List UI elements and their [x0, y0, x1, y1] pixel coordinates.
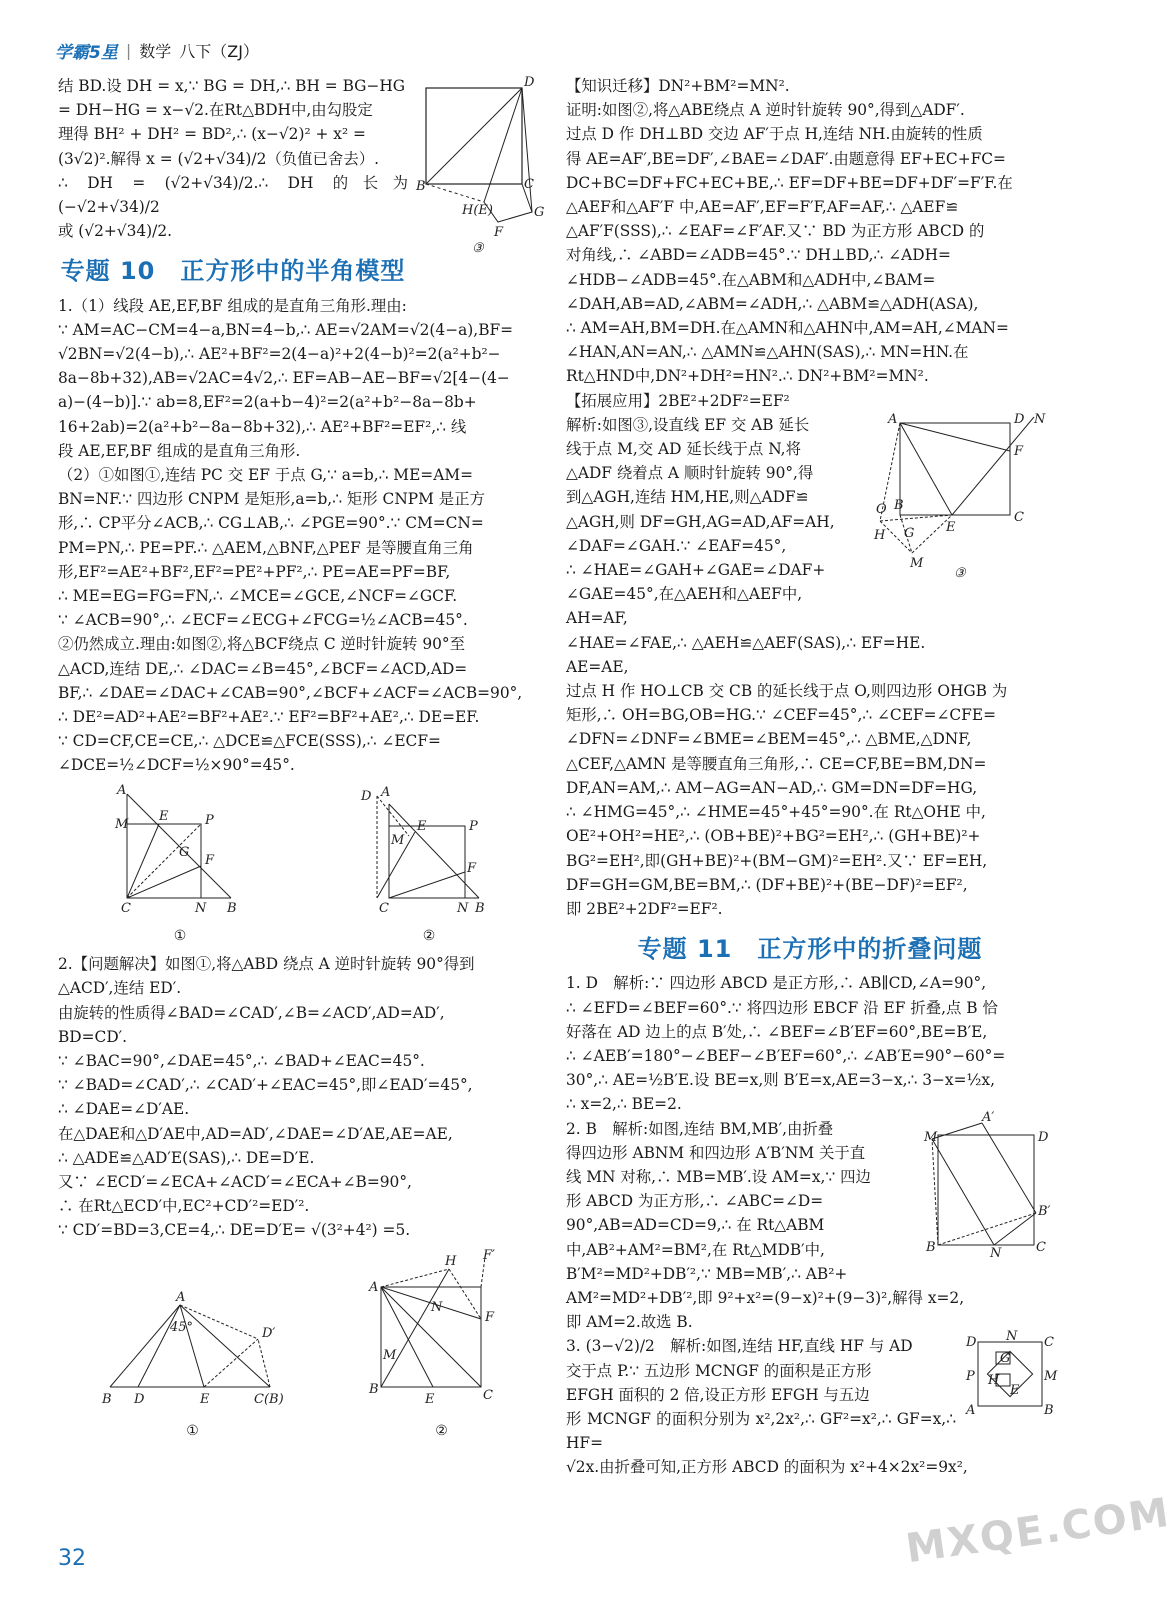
q1-line: a)−(4−b)].∵ ab=8,EF²=2(a+b−4)²=2(a²+b²−8a−8b+: [58, 393, 477, 412]
figure-row-q2: [58, 1247, 556, 1443]
fold-line: B′M²=MD²+DB′²,∵ MB=MB′,∴ AB²+: [566, 1264, 848, 1283]
fold-line: 2. B 解析:如图,连结 BM,MB′,由折叠: [566, 1119, 834, 1138]
svg-text:F: F: [494, 225, 504, 240]
proof-line: 到△AGH,连结 HM,HE,则△ADF≌: [566, 488, 809, 507]
svg-text:A: A: [368, 1279, 378, 1295]
proof-line: DF=GH=GM,BE=BM,∴ (DF+BE)²+(BE−DF)²=EF²,: [566, 875, 968, 894]
proof-line: OE²+OH²=HE²,∴ (OB+BE)²+BG²=EH²,∴ (GH+BE)²+: [566, 827, 981, 846]
svg-text:H: H: [874, 527, 886, 543]
proof-line: 解析:如图③,设直线 EF 交 AB 延长: [566, 415, 810, 434]
section-10-title: 专题 10 正方形中的半角模型: [60, 257, 406, 286]
intro-line: ∴ DH = (√2+√34)/2.∴ DH 的长为 (−√2+√34)/2: [58, 173, 408, 217]
svg-text:D: D: [133, 1391, 144, 1407]
proof-line: △AEF和△AF′F 中,AE=AF′,EF=F′F,AF=AF,∴ △AEF≌: [566, 198, 959, 217]
q2-line: ∴ ∠DAE=∠D′AE.: [58, 1100, 190, 1119]
svg-text:C(B): C(B): [253, 1391, 284, 1407]
header-separator: |: [125, 40, 132, 60]
fold-line: AM²=MD²+DB′²,即 9²+x²=(9−x)²+(9−3)²,解得 x=2,: [566, 1288, 965, 1307]
svg-text:P: P: [469, 818, 478, 834]
q1-line: ∵ CD=CF,CE=CE,∴ △DCE≌△FCE(SSS),∴ ∠ECF=: [58, 732, 441, 751]
subject-label: 数学: [139, 41, 172, 61]
svg-text:C: C: [121, 900, 131, 916]
proof-line: ∴ ∠HMG=45°,∴ ∠HME=45°+45°=90°.在 Rt△OHE 中,: [566, 803, 986, 822]
svg-text:F: F: [205, 852, 215, 868]
svg-text:B: B: [894, 497, 904, 513]
svg-text:C: C: [524, 177, 534, 192]
fig-caption: ②: [422, 927, 436, 944]
q1-line: （2）①如图①,连结 PC 交 EF 于点 G,∵ a=b,∴ ME=AM=: [58, 466, 473, 485]
fold-line: 好落在 AD 边上的点 B′处,∴ ∠BEF=∠B′EF=60°,BE=B′E,: [566, 1022, 988, 1041]
svg-text:E: E: [159, 808, 169, 824]
q2-line: ∴ △ADE≌△AD′E(SAS),∴ DE=D′E.: [58, 1148, 315, 1167]
proof-line: ∠HAE=∠FAE,∴ △AEH≌△AEF(SAS),∴ EF=HE.: [566, 633, 926, 652]
q1-line: ②仍然成立.理由:如图②,将△BCF绕点 C 逆时针旋转 90°至: [58, 635, 466, 654]
figure-q2-1: [98, 1291, 288, 1443]
proof-line: AE=AE,: [566, 657, 629, 676]
intro-line: 理得 BH² + DH² = BD²,∴ (x−√2)² + x² =: [58, 125, 366, 144]
q2-line: ∵ ∠BAD=∠CAD′,∴ ∠CAD′+∠EAC=45°,即∠EAD′=45°,: [58, 1076, 473, 1095]
left-column: [58, 74, 556, 1447]
proof-line: BG²=EH²,即(GH+BE)²+(BM−GM)²=EH².又∵ EF=EH,: [566, 851, 988, 870]
q2-line: BD=CD′.: [58, 1027, 128, 1046]
svg-text:B: B: [227, 900, 237, 916]
svg-text:F: F: [467, 860, 477, 876]
fold-line: 1. D 解析:∵ 四边形 ABCD 是正方形,∴ AB∥CD,∠A=90°,: [566, 974, 987, 993]
figure-q1-2: [359, 786, 499, 948]
svg-text:A: A: [888, 411, 898, 427]
q1-line: ∵ ∠ACB=90°,∴ ∠ECF=∠ECG+∠FCG=½∠ACB=45°.: [58, 611, 468, 630]
fold-line: 交于点 P.∵ 五边形 MCNGF 的面积是正方形: [566, 1361, 872, 1380]
svg-text:P: P: [205, 812, 214, 828]
section-11-title: 专题 11 正方形中的折叠问题: [637, 935, 983, 964]
svg-text:D: D: [361, 788, 372, 804]
proof-line: △CEF,△AMN 是等腰直角三角形,∴ CE=CF,BE=BM,DN=: [566, 754, 987, 773]
fold-line: 形 MCNGF 的面积分别为 x²,2x²,∴ GF²=x²,∴ GF=x,∴ HF=: [566, 1409, 956, 1453]
fold-line: 即 AM=2.故选 B.: [566, 1313, 693, 1332]
figure-fold-2: [924, 1109, 1054, 1264]
intro-line: = DH−HG = x−√2.在Rt△BDH中,由勾股定: [58, 101, 373, 120]
fold-line: 30°,∴ AE=½B′E.设 BE=x,则 B′E=x,AE=3−x,∴ 3−x=½x,: [566, 1071, 995, 1090]
proof-line: 即 2BE²+2DF²=EF².: [566, 899, 723, 918]
proof-line: ∠HAN,AN=AN,∴ △AMN≌△AHN(SAS),∴ MN=HN.在: [566, 343, 969, 362]
fold-line: ∴ ∠AEB′=180°−∠BEF−∠B′EF=60°,∴ ∠AB′E=90°−60°=: [566, 1046, 1006, 1065]
svg-text:C: C: [379, 900, 389, 916]
page-header: [55, 36, 259, 64]
svg-text:B: B: [368, 1381, 379, 1397]
proof-line: ∠DAH,AB=AD,∠ABM=∠ADH,∴ △ABM≌△ADH(ASA),: [566, 294, 979, 313]
svg-text:N: N: [990, 1245, 1002, 1261]
q1-line: √2BN=√2(4−b),∴ AE²+BF²=2(4−a)²+2(4−b)²=2(a²+b²−: [58, 345, 501, 364]
watermark-logo: MXQE.COM: [903, 1489, 1173, 1573]
svg-text:D: D: [966, 1335, 977, 1351]
q2-line: ∵ CD′=BD=3,CE=4,∴ DE=D′E= √(3²+4²) =5.: [58, 1221, 411, 1240]
fig-caption: ①: [186, 1422, 199, 1439]
q2-line: 由旋转的性质得∠BAD=∠CAD′,∠B=∠ACD′,AD=AD′,: [58, 1003, 445, 1022]
proof-line: DC+BC=DF+FC+EC+BE,∴ EF=DF+BE=DF+DF′=F′F.在: [566, 173, 1013, 192]
q2-line: ∵ ∠BAC=90°,∠DAE=45°,∴ ∠BAD+∠EAC=45°.: [58, 1051, 425, 1070]
svg-text:G: G: [1000, 1351, 1011, 1367]
svg-text:A: A: [117, 782, 127, 798]
svg-text:C: C: [1036, 1239, 1046, 1255]
intro-line: (3√2)².解得 x = (√2+√34)/2（负值已舍去）.: [58, 149, 379, 168]
q1-line: BN=NF.∵ 四边形 CNPM 是矩形,a=b,∴ 矩形 CNPM 是正方: [58, 490, 485, 509]
proof-line: △AF′F(SSS),∴ ∠EAF=∠F′AF.又∵ BD 为正方形 ABCD 的: [566, 222, 985, 241]
svg-text:N: N: [457, 900, 469, 916]
proof-line: ∠HDB−∠ADB=45°.在△ABM和△ADH中,∠BAM=: [566, 270, 936, 289]
proof-line: DF,AN=AM,∴ AM−AG=AN−AD,∴ GM=DN=DF=HG,: [566, 778, 978, 797]
svg-text:B: B: [1044, 1403, 1054, 1419]
fig-caption: ①: [173, 927, 187, 944]
q1-line: 8a−8b+32),AB=√2AC=4√2,∴ EF=AB−AE−BF=√2[4−(4−: [58, 369, 510, 388]
q1-line: PM=PN,∴ PE=PF.∴ △AEM,△BNF,△PEF 是等腰直角三角: [58, 538, 474, 557]
proof-line: △ADF 绕着点 A 顺时针旋转 90°,得: [566, 464, 814, 483]
svg-text:P: P: [966, 1369, 975, 1385]
svg-text:G: G: [179, 844, 190, 860]
right-column: [566, 74, 1058, 1480]
proof-line: 过点 D 作 DH⊥BD 交边 AF′于点 H,连结 NH.由旋转的性质: [566, 125, 983, 144]
proof-line: ∠DAF=∠GAH.∵ ∠EAF=45°,: [566, 536, 787, 555]
proof-line: 过点 H 作 HO⊥CB 交 CB 的延长线于点 O,则四边形 OHGB 为: [566, 682, 1008, 701]
figure-3-top: [416, 74, 556, 261]
fold-line: 线 MN 对称,∴ MB=MB′.设 AM=x,∵ 四边: [566, 1167, 871, 1186]
q2-line: △ACD′,连结 ED′.: [58, 979, 182, 998]
svg-text:M: M: [910, 555, 924, 571]
q1-line: 形,EF²=AE²+BF²,EF²=PE²+PF²,∴ PE=AE=PF=BF,: [58, 562, 451, 581]
fold-line: 得四边形 ABNM 和四边形 A′B′NM 关于直: [566, 1143, 866, 1162]
q1-line: BF,∴ ∠DAE=∠DAC+∠CAB=90°,∠BCF+∠ACF=∠ACB=90°,: [58, 683, 523, 702]
q2-line: ∴ 在Rt△ECD′中,EC²+CD′²=ED′².: [58, 1197, 310, 1216]
proof-line: ∠DFN=∠DNF=∠BME=∠BEM=45°,∴ △BME,△DNF,: [566, 730, 972, 749]
angle-label: 45°: [169, 1319, 193, 1335]
svg-text:E: E: [1010, 1383, 1020, 1399]
svg-text:M: M: [382, 1347, 396, 1363]
proof-line: ∠GAE=45°,在△AEH和△AEF中,: [566, 585, 803, 604]
proof-line: 矩形,∴ OH=BG,OB=HG.∵ ∠CEF=45°,∴ ∠CEF=∠CFE=: [566, 706, 996, 725]
proof-line: Rt△HND中,DN²+DH²=HN².∴ DN²+BM²=MN².: [566, 367, 929, 386]
svg-text:H(E): H(E): [462, 203, 493, 218]
svg-text:N: N: [1034, 411, 1046, 427]
intro-line: 结 BD.设 DH = x,∵ BG = DH,∴ BH = BG−HG: [58, 77, 406, 95]
fig-caption: ②: [435, 1422, 448, 1439]
svg-text:B: B: [101, 1391, 112, 1407]
figure-row-q1: [58, 782, 556, 948]
q1-line: ∵ AM=AC−CM=4−a,BN=4−b,∴ AE=√2AM=√2(4−a),BF=: [58, 320, 514, 339]
svg-text:M: M: [1044, 1369, 1058, 1385]
q2-line: 在△DAE和△D′AE中,AD=AD′,∠DAE=∠D′AE,AE=AE,: [58, 1124, 453, 1143]
brand-logo: 学霸5星: [55, 42, 118, 63]
svg-text:M: M: [391, 832, 405, 848]
svg-text:C: C: [1044, 1335, 1054, 1351]
figure-q2-2: [367, 1247, 517, 1443]
fig3-label: ③: [472, 241, 484, 256]
fold-line: 3. (3−√2)/2 解析:如图,连结 HF,直线 HF 与 AD: [566, 1337, 913, 1356]
svg-text:N: N: [1006, 1329, 1018, 1345]
fold-line: 90°,AB=AD=CD=9,∴ 在 Rt△ABM: [566, 1216, 825, 1235]
figure-fold-3: [964, 1329, 1058, 1421]
q1-line: 段 AE,EF,BF 组成的是直角三角形.: [58, 441, 301, 460]
proof-line: AH=AF,: [566, 609, 628, 628]
svg-text:A: A: [966, 1403, 976, 1419]
proof-line: △AGH,则 DF=GH,AG=AD,AF=AH,: [566, 512, 835, 531]
fig3-right-label: ③: [954, 565, 966, 581]
svg-text:E: E: [417, 818, 427, 834]
svg-text:B′: B′: [1038, 1203, 1051, 1219]
q1-line: ∴ DE²=AD²+AE²=BF²+AE².∵ EF²=BF²+AE²,∴ DE=EF.: [58, 708, 480, 727]
svg-text:G: G: [534, 205, 545, 220]
svg-text:A′: A′: [982, 1109, 995, 1125]
fold-line: 中,AB²+AM²=BM²,在 Rt△MDB′中,: [566, 1240, 825, 1259]
figure-q1-1: [115, 782, 245, 948]
fold-line: 形 ABCD 为正方形,∴ ∠ABC=∠D=: [566, 1192, 824, 1211]
q1-line: ∴ ME=EG=FG=FN,∴ ∠MCE=∠GCE,∠NCF=∠GCF.: [58, 587, 458, 606]
proof-line: ∴ ∠HAE=∠GAH+∠GAE=∠DAF+: [566, 561, 826, 580]
fold-line: ∴ x=2,∴ BE=2.: [566, 1095, 682, 1114]
q2-line: 又∵ ∠ECD′=∠ECA+∠ACD′=∠ECA+∠B=90°,: [58, 1172, 412, 1191]
svg-text:D: D: [524, 75, 535, 90]
proof-line: 对角线,∴ ∠ABD=∠ADB=45°.∵ DH⊥BD,∴ ∠ADH=: [566, 246, 951, 265]
q1-line: 形,∴ CP平分∠ACB,∴ CG⊥AB,∴ ∠PGE=90°.∵ CM=CN=: [58, 514, 484, 533]
q1-line: 16+2ab)=2(a²+b²−8a−8b+32),∴ AE²+BF²=EF²,∴ 线: [58, 417, 467, 436]
svg-text:A: A: [381, 784, 391, 800]
svg-text:H: H: [444, 1253, 456, 1269]
svg-text:E: E: [199, 1391, 209, 1407]
proof-line: 得 AE=AF′,BE=DF′,∠BAE=∠DAF′.由题意得 EF+EC+FC=: [566, 149, 1006, 168]
svg-text:F: F: [484, 1309, 494, 1325]
q1-line: △ACD,连结 DE,∴ ∠DAC=∠B=45°,∠BCF=∠ACD,AD=: [58, 659, 468, 678]
svg-text:B: B: [475, 900, 485, 916]
fold-line: EFGH 面积的 2 倍,设正方形 EFGH 与五边: [566, 1385, 870, 1404]
intro-line: 或 (√2+√34)/2.: [58, 222, 173, 241]
svg-text:M: M: [924, 1129, 938, 1145]
proof-line: ∴ AM=AH,BM=DH.在△AMN和△AHN中,AM=AH,∠MAN=: [566, 319, 1009, 338]
grade-label: 八下（ZJ）: [179, 41, 259, 61]
svg-text:F′: F′: [482, 1247, 495, 1263]
svg-text:D: D: [1038, 1129, 1049, 1145]
proof-line: 【知识迁移】DN²+BM²=MN².: [566, 77, 790, 95]
svg-text:B: B: [416, 179, 426, 194]
svg-text:E: E: [946, 519, 956, 535]
svg-text:F: F: [1014, 443, 1024, 459]
proof-line: 证明:如图②,将△ABE绕点 A 逆时针旋转 90°,得到△ADF′.: [566, 101, 965, 120]
svg-text:B: B: [926, 1239, 936, 1255]
page-number: 32: [58, 1546, 86, 1571]
proof-line: 线于点 M,交 AD 延长线于点 N,将: [566, 440, 801, 459]
svg-text:G: G: [904, 525, 915, 541]
q1-line: ∠DCE=½∠DCF=½×90°=45°.: [58, 756, 295, 775]
fold-line: ∴ ∠EFD=∠BEF=60°.∵ 将四边形 EBCF 沿 EF 折叠,点 B 恰: [566, 998, 998, 1017]
svg-text:C: C: [482, 1387, 493, 1403]
svg-text:D′: D′: [261, 1325, 275, 1341]
svg-text:A: A: [175, 1289, 185, 1305]
svg-text:H: H: [988, 1373, 1000, 1389]
figure-3-right: [874, 413, 1054, 590]
svg-text:D: D: [1014, 411, 1025, 427]
svg-text:M: M: [115, 816, 129, 832]
svg-text:C: C: [1014, 509, 1024, 525]
svg-text:O: O: [876, 501, 887, 517]
svg-text:N: N: [430, 1299, 442, 1315]
svg-text:E: E: [424, 1391, 434, 1407]
q2-line: 2.【问题解决】如图①,将△ABD 绕点 A 逆时针旋转 90°得到: [58, 955, 475, 974]
q1-line: 1.（1）线段 AE,EF,BF 组成的是直角三角形.理由:: [58, 296, 407, 315]
fold-line: √2x.由折叠可知,正方形 ABCD 的面积为 x²+4×2x²=9x²,: [566, 1458, 968, 1477]
svg-text:N: N: [195, 900, 207, 916]
proof-line: 【拓展应用】2BE²+2DF²=EF²: [566, 391, 790, 410]
